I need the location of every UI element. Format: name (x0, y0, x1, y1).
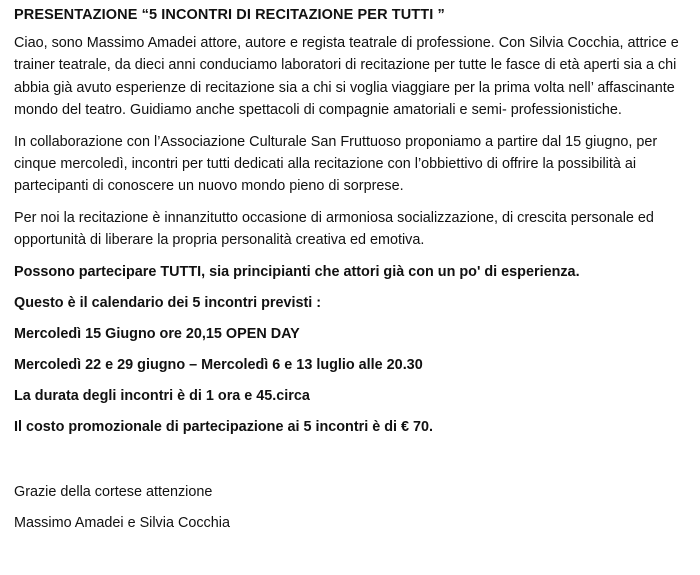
cost-line: Il costo promozionale di partecipazione ai 5 incontri è di € 70. (14, 418, 434, 435)
participants-line: Possono partecipare TUTTI, sia principianti che attori già con un po' di esperienza. (14, 263, 580, 280)
intro-paragraph: Ciao, sono Massimo Amadei attore, autore e regista teatrale di professione. Con Silvia Cocchia, attrice e trainer teatrale, da dieci anni conduciamo laboratori di recitazione per tutte le fasce di età aperti sia a chi abbia già avuto esperienze di recitazione sia a chi si voglia viaggiare per la prima volta nell’ affascinante mondo del teatro. Guidiamo anche spettacoli di compagnie amatoriali e semi- professionistiche. (14, 35, 679, 119)
purpose-paragraph: Per noi la recitazione è innanzitutto occasione di armoniosa socializzazione, di crescita personale ed opportunità di liberare la propria personalità creativa ed emotiva. (14, 209, 654, 249)
schedule-line: Mercoledì 22 e 29 giugno – Mercoledì 6 e 13 luglio alle 20.30 (14, 356, 423, 373)
signature-line: Massimo Amadei e Silvia Cocchia (14, 514, 230, 531)
spacer (14, 447, 688, 481)
collaboration-paragraph: In collaborazione con l’Associazione Culturale San Fruttuoso proponiamo a partire dal 15 giugno, per cinque mercoledì, incontri per tutti dedicati alla recitazione con l’obbiettivo di offrire la possibilità ai partecipanti di conoscere un nuovo mondo pieno di sorprese. (14, 133, 658, 195)
calendar-heading: Questo è il calendario dei 5 incontri previsti : (14, 294, 322, 311)
closing-line: Grazie della cortese attenzione (14, 483, 213, 500)
open-day-line: Mercoledì 15 Giugno ore 20,15 OPEN DAY (14, 325, 300, 342)
document-title: PRESENTAZIONE “5 INCONTRI DI RECITAZIONE PER TUTTI ” (14, 7, 445, 23)
duration-line: La durata degli incontri è di 1 ora e 45.circa (14, 387, 310, 404)
